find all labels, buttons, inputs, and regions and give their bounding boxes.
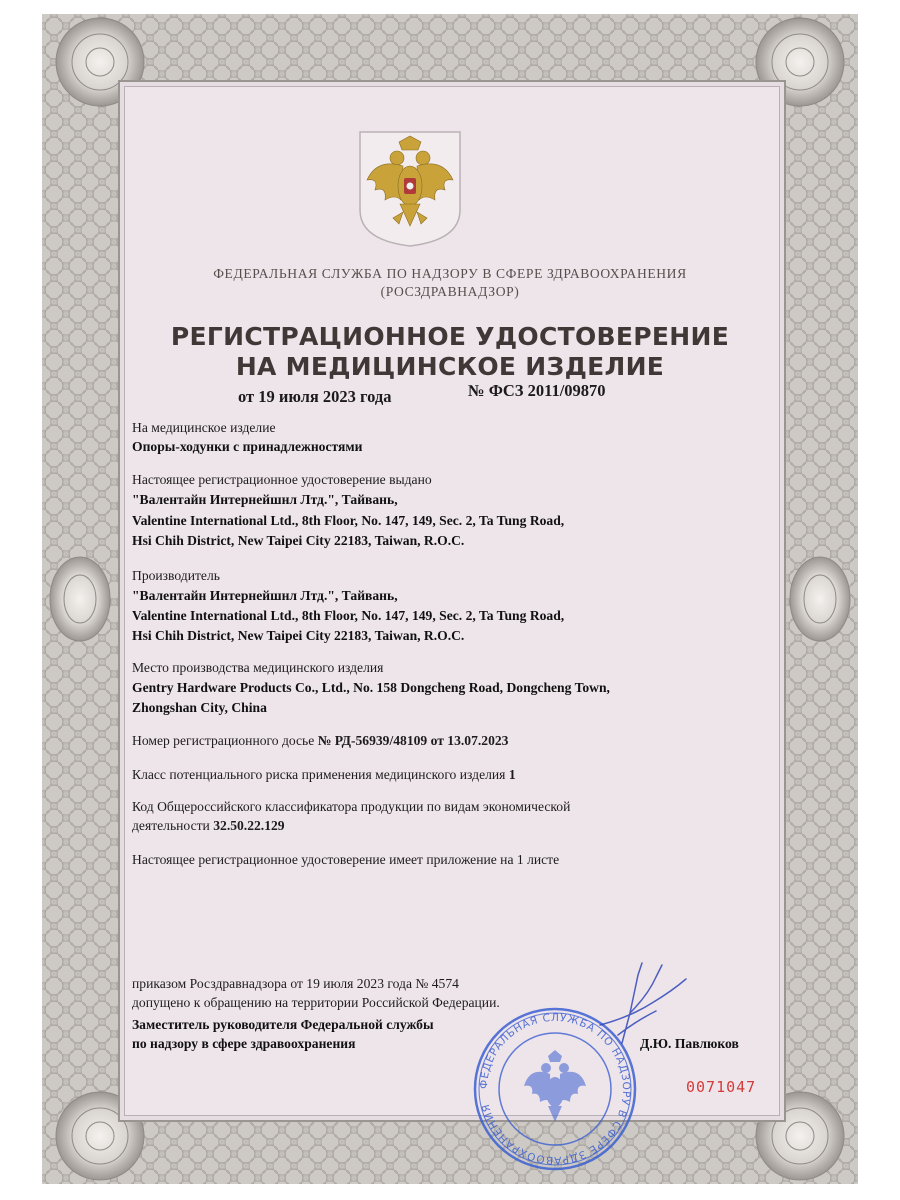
agency-name: ФЕДЕРАЛЬНАЯ СЛУЖБА ПО НАДЗОРУ В СФЕРЕ ЗДРАВООХРАНЕНИЯ [213, 266, 687, 281]
manufacturer-line: Hsi Chih District, New Taipei City 22183, Taiwan, R.O.C. [132, 628, 465, 643]
device-name: Опоры-ходунки с принадлежностями [132, 439, 363, 454]
device-label: На медицинское изделие [132, 420, 276, 435]
appendix-note: Настоящее регистрационное удостоверение имеет приложение на 1 листе [132, 852, 560, 867]
dossier-row [132, 733, 508, 749]
production-site-line: Gentry Hardware Products Co., Ltd., No. 158 Dongcheng Road, Dongcheng Town, [132, 680, 610, 695]
certificate-number: № ФСЗ 2011/09870 [468, 381, 606, 400]
side-ornament [50, 557, 110, 641]
manufacturer-line: "Валентайн Интернейшнл Лтд.", Тайвань, [132, 588, 398, 603]
risk-class-row [132, 767, 516, 783]
signatory-name: Д.Ю. Павлюков [640, 1036, 739, 1051]
order-line: допущено к обращению на территории Российской Федерации. [132, 995, 500, 1010]
certificate-date: от 19 июля 2023 года [238, 387, 392, 406]
dossier-label: Номер регистрационного досье [132, 733, 318, 748]
serial-number: 0071047 [686, 1078, 757, 1096]
issued-to-label: Настоящее регистрационное удостоверение выдано [132, 472, 432, 487]
production-site-label: Место производства медицинского изделия [132, 660, 384, 675]
agency-abbreviation: (РОСЗДРАВНАДЗОР) [380, 284, 520, 299]
issued-to-line: Valentine International Ltd., 8th Floor, No. 147, 149, Sec. 2, Ta Tung Road, [132, 513, 565, 528]
signature-scribble [560, 955, 700, 1045]
dossier-number: № РД-56939/48109 от 13.07.2023 [317, 733, 509, 748]
side-ornament [790, 557, 850, 641]
okpd-label: Код Общероссийского классификатора продукции по видам экономической [132, 799, 571, 814]
production-site-line: Zhongshan City, China [132, 700, 267, 715]
stamp-text: ФЕДЕРАЛЬНАЯ СЛУЖБА ПО НАДЗОРУ В СФЕРЕ ЗДРАВООХРАНЕНИЯ [477, 1011, 633, 1167]
signatory-title: по надзору в сфере здравоохранения [132, 1036, 356, 1051]
issued-to-line: "Валентайн Интернейшнл Лтд.", Тайвань, [132, 492, 398, 507]
issued-to-line: Hsi Chih District, New Taipei City 22183, Taiwan, R.O.C. [132, 533, 465, 548]
stamp-eagle-icon [524, 1050, 586, 1122]
certificate-subtitle: НА МЕДИЦИНСКОЕ ИЗДЕЛИЕ [235, 352, 665, 381]
signatory-title: Заместитель руководителя Федеральной службы [132, 1017, 434, 1032]
certificate-title: РЕГИСТРАЦИОННОЕ УДОСТОВЕРЕНИЕ [170, 322, 730, 351]
manufacturer-label: Производитель [132, 568, 220, 583]
manufacturer-line: Valentine International Ltd., 8th Floor, No. 147, 149, Sec. 2, Ta Tung Road, [132, 608, 565, 623]
risk-class-value: 1 [508, 767, 516, 782]
risk-class-label: Класс потенциального риска применения медицинского изделия [132, 767, 509, 782]
order-line: приказом Росздравнадзора от 19 июля 2023 года № 4574 [132, 976, 459, 991]
coat-of-arms-icon [355, 128, 465, 248]
okpd-code: 32.50.22.129 [213, 818, 285, 833]
okpd-label-cont: деятельности [132, 818, 214, 833]
okpd-row [132, 818, 285, 834]
